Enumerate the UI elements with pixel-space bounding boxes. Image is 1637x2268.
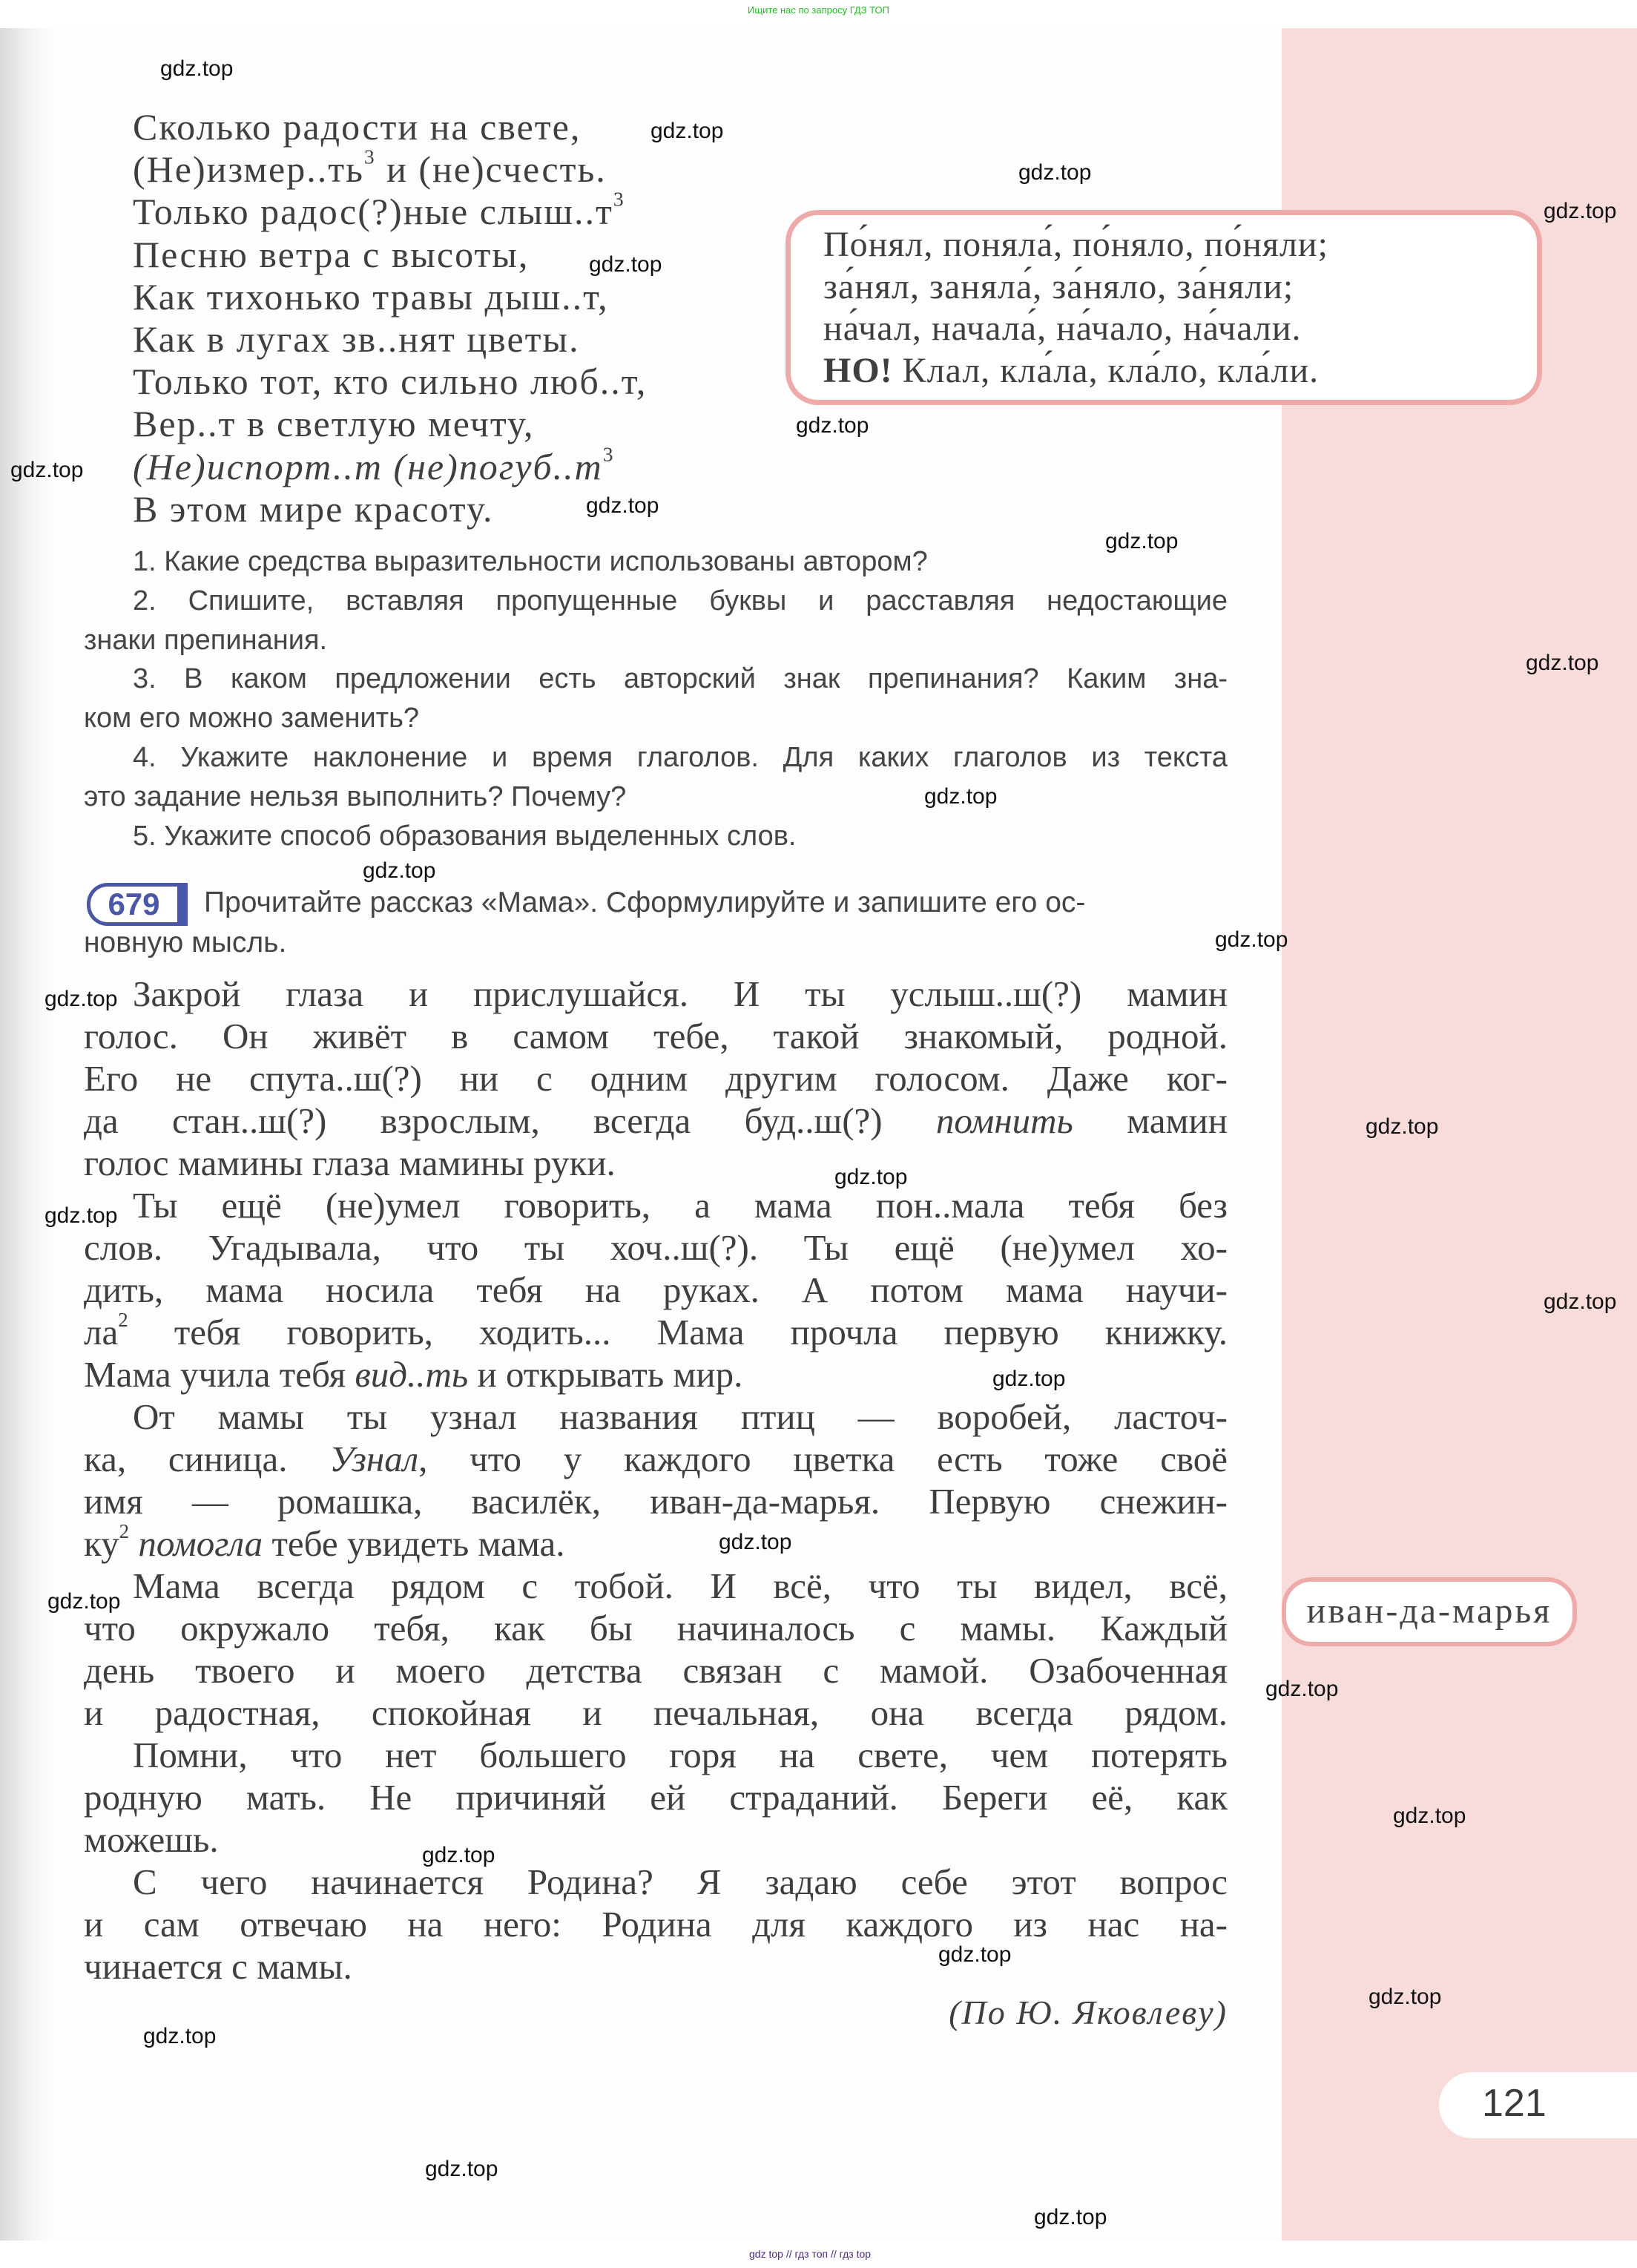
watermark: gdz.top xyxy=(1034,2205,1107,2229)
text-segment: тебе увидеть мама. xyxy=(263,1523,565,1564)
poem-line xyxy=(133,233,529,276)
exercise-number-badge: 679 xyxy=(87,883,188,926)
text-segment: мамин xyxy=(1073,1100,1228,1141)
watermark: gdz.top xyxy=(589,252,662,277)
text-segment: на́чал, начала́, на́чало, на́чали. xyxy=(823,309,1302,348)
text-segment: Песню ветра с высоты, xyxy=(133,233,530,275)
story-line xyxy=(84,973,1228,1015)
story-line xyxy=(84,1734,1228,1776)
story-line xyxy=(84,1142,1228,1184)
story-line xyxy=(84,1903,1228,1945)
watermark: gdz.top xyxy=(143,2024,217,2048)
text-segment: слов. Угадывала, что ты хоч..ш(?). Ты ещё (не)умел хо- xyxy=(84,1227,1228,1268)
question-line: 5. Укажите способ образования выделенных слов. xyxy=(133,820,797,852)
watermark: gdz.top xyxy=(1366,1114,1439,1139)
text-segment: да стан..ш(?) взрослым, всегда буд..ш(?) xyxy=(84,1100,936,1141)
watermark: gdz.top xyxy=(650,119,724,143)
text-segment: Его не спута..ш(?) ни с одним другим голосом. Даже ког- xyxy=(84,1058,1228,1099)
poem-line xyxy=(133,487,493,530)
story-attribution: (По Ю. Яковлеву) xyxy=(949,1993,1228,2031)
question-line: знаки препинания. xyxy=(84,624,328,656)
text-segment xyxy=(129,1523,138,1564)
poem-line xyxy=(133,360,647,403)
watermark: gdz.top xyxy=(938,1942,1012,1967)
poem-line xyxy=(133,318,580,361)
text-segment: и (не)счесть. xyxy=(375,148,607,191)
watermark: gdz.top xyxy=(924,784,998,809)
highlighted-word: (Не)испорт..т (не)погуб..т xyxy=(133,445,603,487)
text-segment: Сколько радости на свете, xyxy=(133,106,582,148)
watermark: gdz.top xyxy=(45,987,118,1011)
watermark: gdz.top xyxy=(160,56,234,81)
footer-note: gdz top // гдз топ // гдз top xyxy=(749,2248,872,2260)
text-segment: родную мать. Не причиняй ей страданий. Береги её, как xyxy=(84,1777,1228,1818)
story-line xyxy=(84,1692,1228,1734)
story-line xyxy=(84,1269,1228,1311)
text-segment: тебя говорить, ходить... Мама прочла первую книжку. xyxy=(128,1312,1228,1352)
watermark: gdz.top xyxy=(1105,529,1179,553)
text-segment: голос. Он живёт в самом тебе, такой знакомый, родной. xyxy=(84,1016,1228,1056)
page-number: 121 xyxy=(1482,2082,1547,2125)
text-segment: Как тихонько травы дыш..т, xyxy=(133,275,609,318)
text-segment: Мама учила тебя xyxy=(84,1354,355,1395)
text-segment: за́нял, заняла́, за́няло, за́няли; xyxy=(823,266,1294,306)
page-number-tab xyxy=(1439,2072,1637,2138)
story-line xyxy=(84,1945,1228,1988)
text-segment: По́нял, поняла́, по́няло, по́няли; xyxy=(823,225,1328,264)
watermark: gdz.top xyxy=(796,413,869,438)
question-line: 1. Какие средства выразительности использованы автором? xyxy=(133,546,928,577)
story-line xyxy=(84,1308,1228,1353)
text-segment: Мама всегда рядом с тобой. И всё, что ты видел, всё, xyxy=(133,1565,1228,1606)
watermark: gdz.top xyxy=(586,493,659,518)
poem-line xyxy=(133,145,607,191)
footnote-mark: 3 xyxy=(613,187,625,211)
watermark: gdz.top xyxy=(45,1203,118,1228)
text-segment: Закрой глаза и прислушайся. И ты услыш..ш(?) мамин xyxy=(133,973,1228,1014)
text-segment: , что у каждого цветка есть тоже своё xyxy=(418,1439,1228,1479)
text-segment: Ты ещё (не)умел говорить, а мама пон..мала тебя без xyxy=(133,1185,1228,1226)
text-segment: Помни, что нет большего горя на свете, чем потерять xyxy=(133,1735,1228,1775)
text-segment: ку xyxy=(84,1523,119,1564)
watermark: gdz.top xyxy=(1018,160,1092,185)
story-line xyxy=(84,1226,1228,1269)
footnote-mark: 2 xyxy=(119,1519,130,1542)
watermark: gdz.top xyxy=(10,458,84,482)
text-segment: имя — ромашка, василёк, иван-да-марья. Первую снежин- xyxy=(84,1481,1228,1522)
rule-line xyxy=(823,308,1302,349)
watermark: gdz.top xyxy=(47,1589,121,1614)
text-segment: дить, мама носила тебя на руках. А потом мама научи- xyxy=(84,1269,1228,1310)
question-line: 3. В каком предложении есть авторский знак препинания? Каким зна- xyxy=(133,663,1228,695)
text-segment: С чего начинается Родина? Я задаю себе этот вопрос xyxy=(133,1861,1228,1902)
text-segment: Вер..т в светлую мечту, xyxy=(133,403,535,445)
text-segment: В этом мире красоту. xyxy=(133,487,494,530)
highlighted-word: помнить xyxy=(935,1100,1073,1141)
page-gutter-shadow xyxy=(0,28,52,2241)
exercise-task-line-1: Прочитайте рассказ «Мама». Сформулируйте и запишите его ос- xyxy=(204,887,1086,918)
story-line xyxy=(84,1100,1228,1142)
text-segment: ла xyxy=(84,1312,119,1352)
highlighted-word: помогла xyxy=(138,1523,263,1564)
text-segment: можешь. xyxy=(84,1819,219,1860)
text-segment: (Не)измер..ть xyxy=(133,148,364,191)
rule-line xyxy=(823,266,1294,307)
story-line xyxy=(84,1438,1228,1480)
text-segment: голос мамины глаза мамины руки. xyxy=(84,1143,616,1183)
text-segment: чинается с мамы. xyxy=(84,1946,352,1987)
watermark: gdz.top xyxy=(1265,1677,1339,1701)
text-segment: НО! xyxy=(823,350,893,390)
poem-line xyxy=(133,105,581,148)
exercise-task-line-2: новную мысль. xyxy=(84,927,287,959)
footnote-mark: 2 xyxy=(118,1308,128,1331)
text-segment: Только тот, кто сильно люб..т, xyxy=(133,361,648,403)
rule-box xyxy=(785,210,1542,405)
footnote-mark: 3 xyxy=(602,441,615,465)
watermark: gdz.top xyxy=(992,1367,1066,1391)
story-line xyxy=(84,1015,1228,1057)
story-line xyxy=(84,1057,1228,1100)
watermark: gdz.top xyxy=(1544,1289,1617,1314)
watermark: gdz.top xyxy=(719,1530,792,1554)
poem-line xyxy=(133,402,535,445)
text-segment: что окружало тебя, как бы начиналось с мамы. Каждый xyxy=(84,1608,1228,1649)
story-line xyxy=(84,1607,1228,1649)
text-segment: день твоего и моего детства связан с мамой. Озабоченная xyxy=(84,1650,1228,1691)
watermark: gdz.top xyxy=(1393,1804,1466,1828)
story-line xyxy=(84,1519,1228,1565)
watermark: gdz.top xyxy=(1215,927,1288,952)
story-line xyxy=(84,1861,1228,1903)
text-segment: От мамы ты узнал названия птиц — воробей, ласточ- xyxy=(133,1396,1228,1437)
story-line xyxy=(84,1565,1228,1607)
highlighted-word: вид..ть xyxy=(355,1354,469,1395)
text-segment: Как в лугах зв..нят цветы. xyxy=(133,318,580,360)
text-segment: Только радос(?)ные слыш..т xyxy=(133,191,613,233)
question-line: ком его можно заменить? xyxy=(84,703,420,734)
watermark: gdz.top xyxy=(1368,1985,1442,2009)
watermark: gdz.top xyxy=(834,1165,908,1189)
story-line xyxy=(84,1649,1228,1692)
question-line: 4. Укажите наклонение и время глаголов. Для каких глаголов из текста xyxy=(133,742,1228,773)
poem-line xyxy=(133,187,625,233)
watermark: gdz.top xyxy=(422,1843,495,1867)
watermark: gdz.top xyxy=(425,2157,498,2181)
question-line: это задание нельзя выполнить? Почему? xyxy=(84,780,627,812)
story-line xyxy=(84,1776,1228,1818)
highlighted-word: Узнал xyxy=(329,1439,419,1479)
story-line xyxy=(84,1480,1228,1522)
question-line: 2. Спишите, вставляя пропущенные буквы и расставляя недостающие xyxy=(133,585,1228,617)
watermark: gdz.top xyxy=(1544,199,1617,223)
text-segment: Клал, кла́ла, кла́ло, кла́ли. xyxy=(892,350,1320,390)
poem-line xyxy=(133,275,609,318)
vocabulary-word-box: иван-да-марья xyxy=(1282,1577,1577,1646)
rule-line xyxy=(823,350,1319,391)
text-segment: и открывать мир. xyxy=(468,1354,743,1395)
text-segment: ка, синица. xyxy=(84,1439,330,1479)
text-segment: и радостная, спокойная и печальная, она всегда рядом. xyxy=(84,1692,1228,1733)
watermark: gdz.top xyxy=(1526,651,1599,675)
story-line xyxy=(84,1184,1228,1226)
text-segment: и сам отвечаю на него: Родина для каждого из нас на- xyxy=(84,1904,1228,1945)
header-note: Ищите нас по запросу ГДЗ ТОП xyxy=(748,4,889,16)
watermark: gdz.top xyxy=(363,858,436,883)
footnote-mark: 3 xyxy=(363,145,376,168)
poem-line xyxy=(133,441,615,488)
story-line xyxy=(84,1818,1228,1861)
rule-line xyxy=(823,224,1328,265)
story-line xyxy=(84,1396,1228,1438)
